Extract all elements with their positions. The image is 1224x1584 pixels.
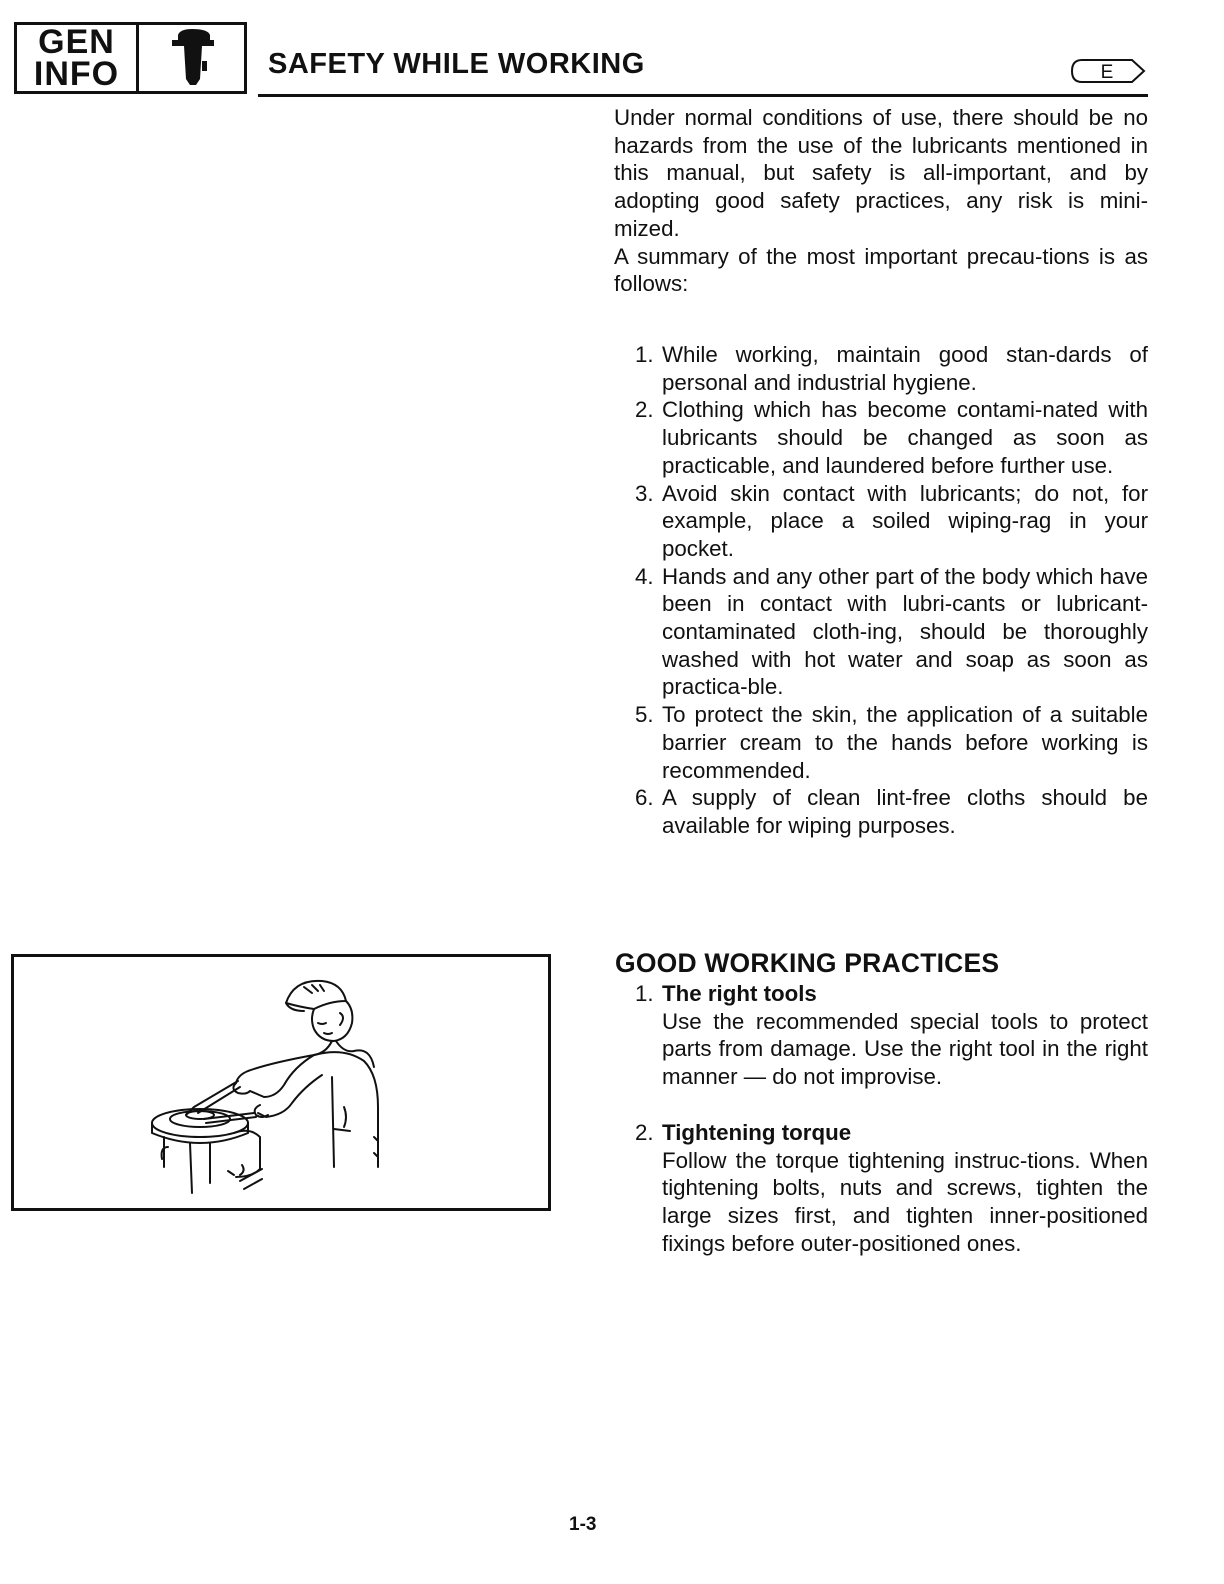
tab-label-line2: INFO	[33, 55, 120, 93]
tab-label-line1: GEN	[38, 23, 115, 61]
practice-item-title: Tightening torque	[662, 1120, 852, 1145]
list-item-number: 2.	[635, 397, 654, 423]
illustration-frame	[11, 954, 551, 1211]
practice-item-number: 1.	[635, 981, 654, 1006]
mechanic-using-special-tool-illustration	[14, 957, 548, 1208]
list-item-text: While working, maintain good stan-dards of personal and industrial hygiene.	[662, 342, 1148, 395]
list-item	[614, 563, 1148, 702]
list-item-text: Avoid skin contact with lubricants; do not, for example, place a soiled wiping-rag in your pocket.	[662, 480, 1148, 561]
practice-item-heading	[614, 1119, 1148, 1147]
list-item-text: Hands and any other part of the body which have been in contact with lubri-cants or lubricant-contaminated cloth-ing, should be thoroughly washed with hot water and soap as soon as practica-ble.	[662, 563, 1148, 700]
list-item-number: 4.	[635, 563, 654, 589]
list-item-number: 1.	[635, 342, 654, 367]
intro-section	[614, 104, 1148, 298]
list-item-number: 5.	[635, 702, 654, 728]
intro-paragraph-summary: A summary of the most important precau-tions is as follows:	[614, 243, 1148, 297]
page-title: SAFETY WHILE WORKING	[268, 48, 645, 80]
precautions-list	[614, 341, 1148, 840]
outboard-motor-icon	[139, 25, 244, 91]
practice-item-heading	[614, 980, 1148, 1008]
list-item-number: 3.	[635, 480, 654, 506]
list-item	[614, 341, 1148, 396]
language-badge-label: E	[1100, 62, 1114, 83]
list-item	[614, 701, 1148, 784]
practice-item-body: Use the recommended special tools to protect parts from damage. Use the right tool in the right manner — do not improvise.	[662, 1008, 1148, 1090]
list-item	[614, 784, 1148, 839]
header-divider	[258, 94, 1148, 97]
practice-item-right-tools	[614, 980, 1148, 1091]
section-tab	[14, 22, 247, 94]
practice-item-body: Follow the torque tightening instruc-tions. When tightening bolts, nuts and screws, tighten the large sizes first, and tighten inner-positioned fixings before outer-positioned ones.	[662, 1147, 1148, 1256]
language-badge	[1070, 58, 1146, 89]
intro-paragraph: Under normal conditions of use, there should be no hazards from the use of the lubricants mentioned in this manual, but safety is all-important, and by adopting good safety practices, any risk is mini-mized.	[614, 105, 1148, 241]
page-number: 1-3	[569, 1514, 597, 1535]
section-heading: GOOD WORKING PRACTICES	[615, 948, 1000, 978]
practice-item-tightening-torque	[614, 1119, 1148, 1258]
section-tab-label	[17, 25, 139, 91]
list-item-text: Clothing which has become contami-nated with lubricants should be changed as soon as practicable, and laundered before further use.	[662, 397, 1148, 478]
list-item	[614, 480, 1148, 563]
list-item	[614, 396, 1148, 479]
list-item-number: 6.	[635, 785, 654, 811]
list-item-text: A supply of clean lint-free cloths should be available for wiping purposes.	[662, 785, 1148, 838]
practice-item-number: 2.	[635, 1120, 654, 1145]
practice-item-title: The right tools	[662, 981, 817, 1006]
list-item-text: To protect the skin, the application of a suitable barrier cream to the hands before working is recommended.	[662, 702, 1148, 783]
